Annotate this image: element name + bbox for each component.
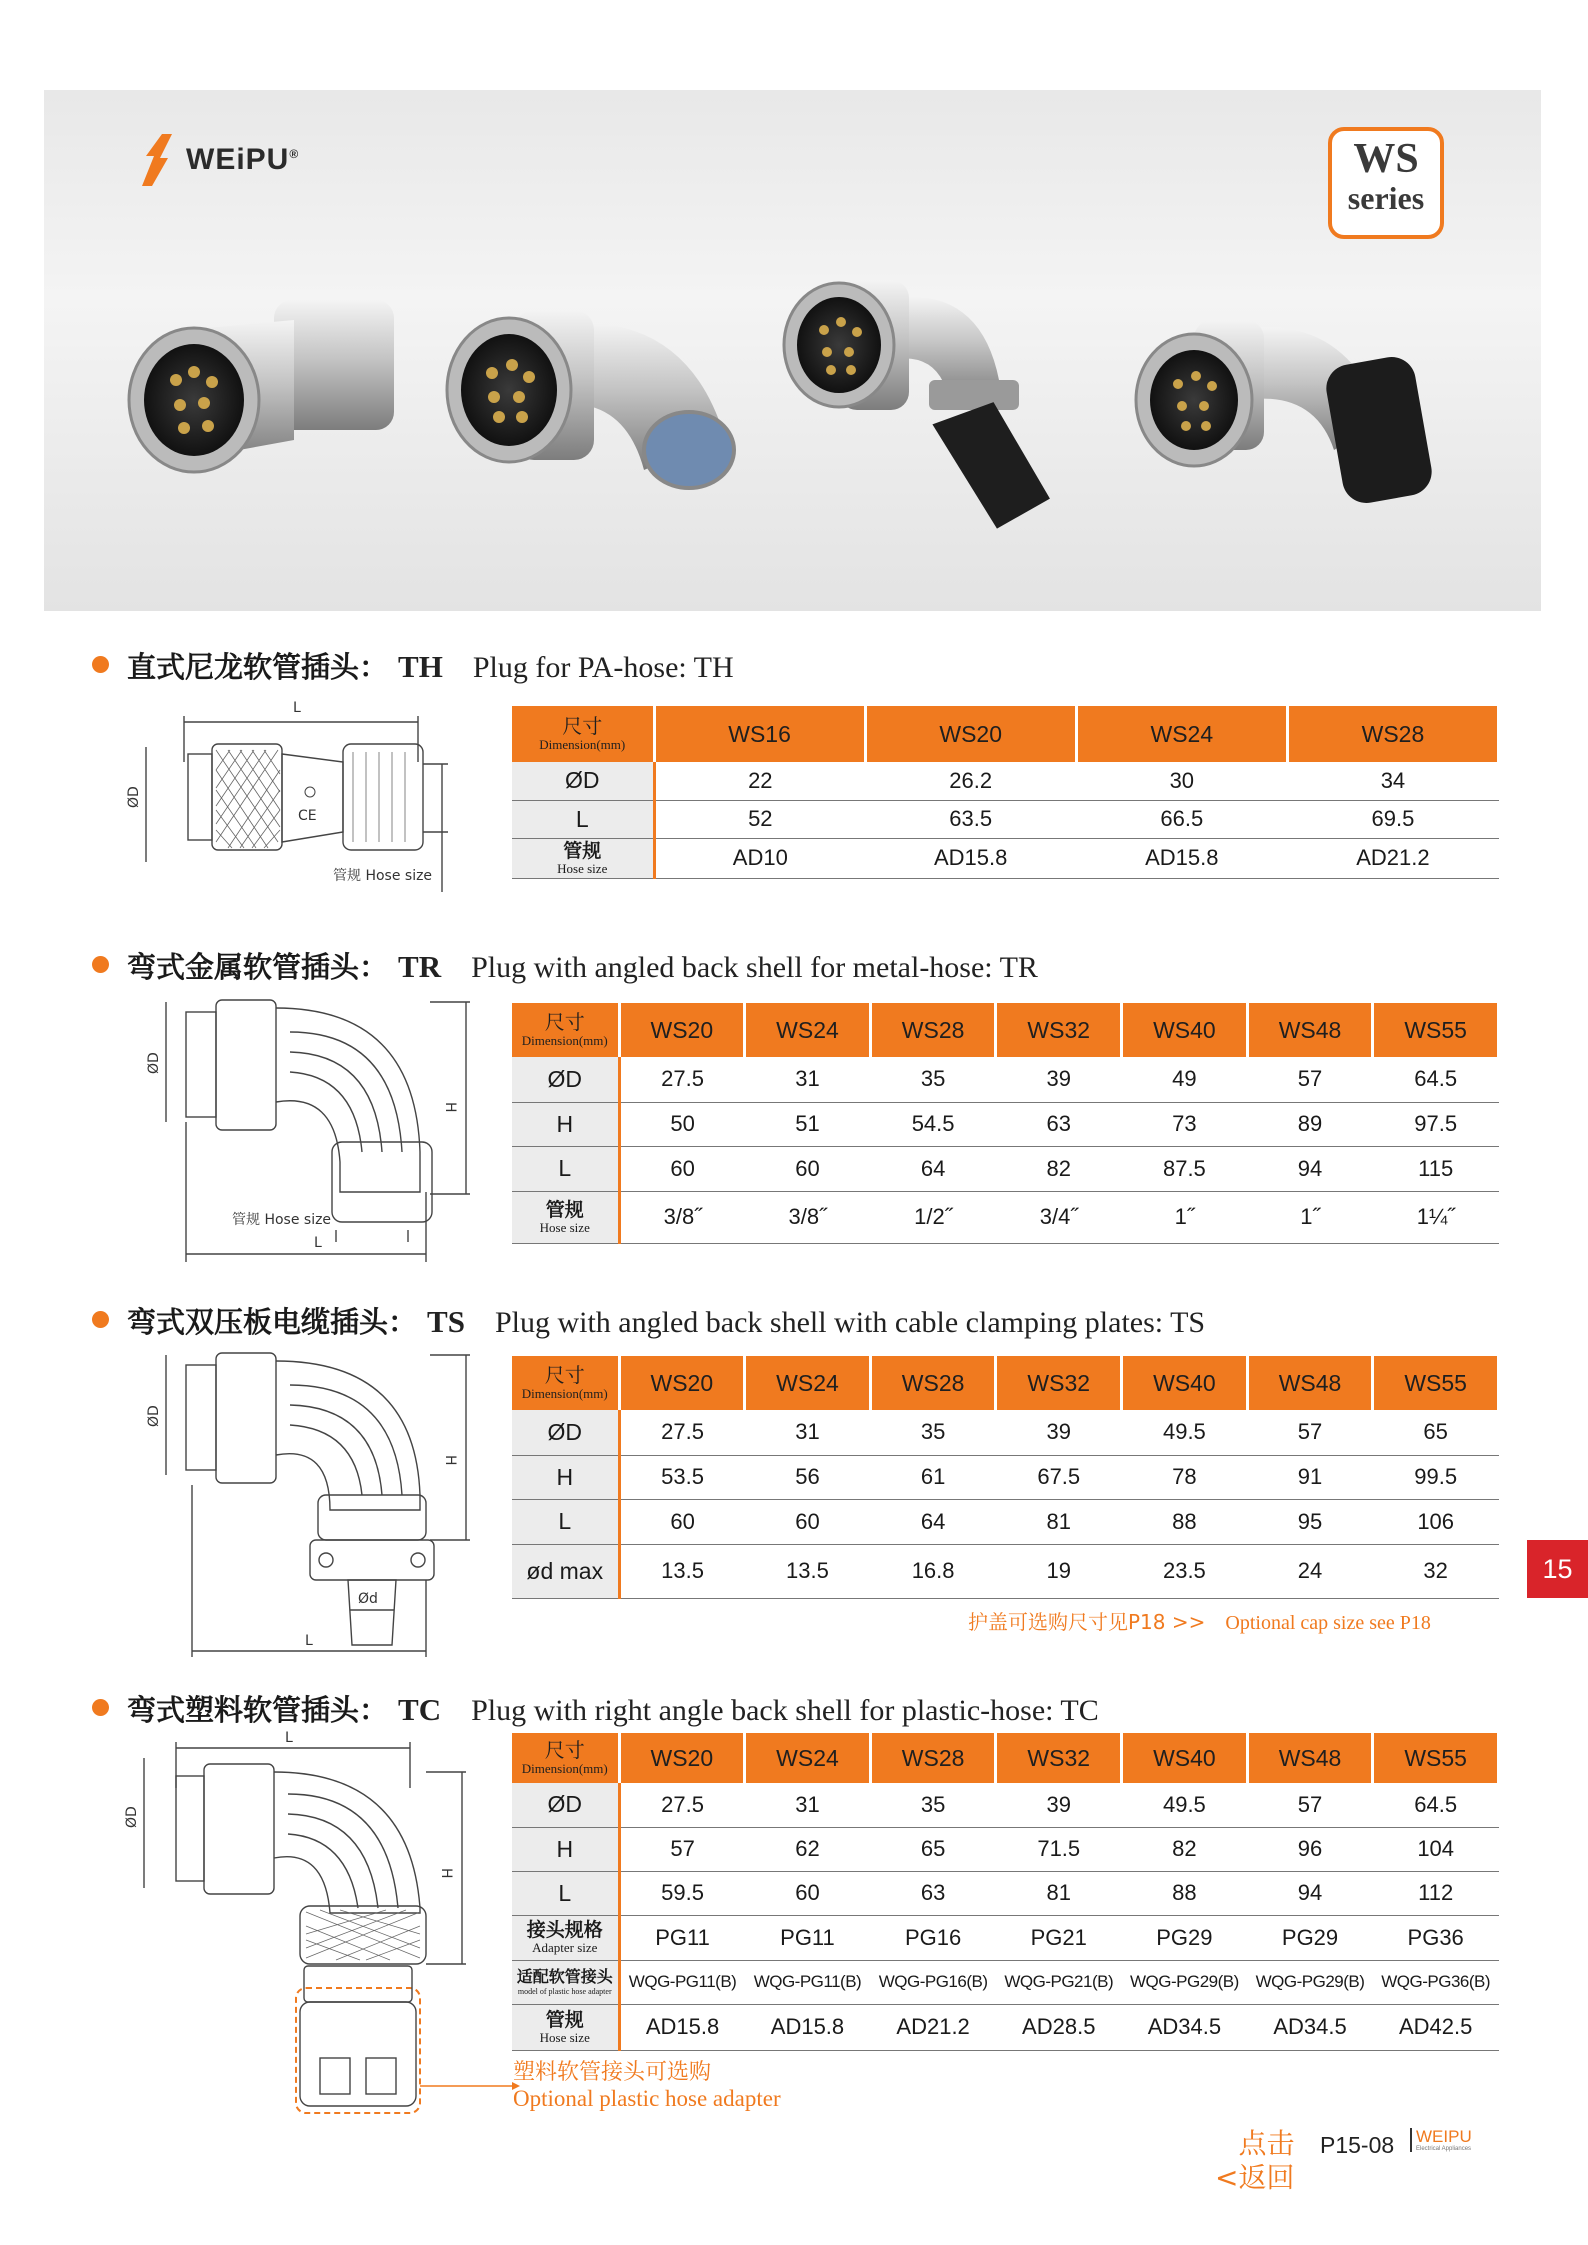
table-row: L 60 60 64 81 88 95 106 <box>512 1499 1499 1544</box>
dim-l: L <box>285 1730 293 1746</box>
col-header: WS16 <box>654 706 865 762</box>
drawing-ts <box>146 1345 480 1660</box>
table-tc <box>512 1733 1500 2051</box>
col-header: WS55 <box>1373 1356 1499 1410</box>
col-header: WS40 <box>1122 1003 1248 1057</box>
col-header: WS55 <box>1373 1733 1499 1783</box>
weipu-logo-icon <box>138 132 182 188</box>
table-tr <box>512 1003 1500 1244</box>
dim-h: H <box>438 1868 454 1879</box>
col-header: WS24 <box>1076 706 1287 762</box>
col-header: WS24 <box>745 1356 871 1410</box>
col-header: WS24 <box>745 1003 871 1057</box>
product-image-angled-plastic-plug <box>1124 300 1444 530</box>
series-badge <box>1328 127 1444 239</box>
section-title-tc: 弯式塑料软管插头： TC Plug with right angle back shell for plastic-hose: TC <box>92 1688 1099 1729</box>
table-row: L 59.5 60 63 81 88 94 112 <box>512 1871 1499 1915</box>
col-header: WS48 <box>1247 1003 1373 1057</box>
bullet-icon <box>92 956 109 973</box>
section-title-ts: 弯式双压板电缆插头： TS Plug with angled back shell with cable clamping plates: TS <box>92 1300 1205 1341</box>
table-row: 管规 Hose size AD15.8 AD15.8 AD21.2 AD28.5 AD34.5 AD34.5 AD42.5 <box>512 2004 1499 2050</box>
dim-h: H <box>442 1455 458 1466</box>
dim-od: ØD <box>146 1405 162 1427</box>
drawing-tc <box>120 1728 520 2118</box>
col-header: WS24 <box>745 1733 871 1783</box>
col-header: WS20 <box>619 1356 745 1410</box>
table-row: ØD 22 26.2 30 34 <box>512 762 1499 800</box>
bullet-icon <box>92 1699 109 1716</box>
section-title-tr: 弯式金属软管插头： TR Plug with angled back shell for metal-hose: TR <box>92 945 1038 986</box>
section-title-th: 直式尼龙软管插头： TH Plug for PA-hose: TH <box>92 645 734 686</box>
table-row: L 52 63.5 66.5 69.5 <box>512 800 1499 838</box>
dim-l: L <box>293 700 301 716</box>
back-link[interactable]: 点击 <返回 <box>1215 2127 1295 2194</box>
dim-d-small: Ød <box>358 1591 378 1607</box>
bullet-icon <box>92 1311 109 1328</box>
col-header: WS48 <box>1247 1733 1373 1783</box>
optional-adapter-note: 塑料软管接头可选购 Optional plastic hose adapter <box>513 2060 781 2111</box>
col-header: WS55 <box>1373 1003 1499 1057</box>
col-header: WS32 <box>996 1733 1122 1783</box>
col-header: WS32 <box>996 1003 1122 1057</box>
dim-h: H <box>442 1102 458 1113</box>
brand-logo <box>138 128 299 192</box>
product-image-straight-plug <box>124 290 444 510</box>
dim-l: L <box>305 1633 313 1649</box>
col-header: WS20 <box>619 1003 745 1057</box>
product-image-angled-metal-plug <box>434 285 754 505</box>
badge-line2: series <box>1347 180 1425 216</box>
header-dimension: 尺寸 Dimension(mm) <box>512 1733 619 1783</box>
table-row: 适配软管接头 model of plastic hose adapter WQG-PG11(B) WQG-PG11(B) WQG-PG16(B) WQG-PG21(B) WQG-PG29(B) WQG-PG29(B) WQG-PG36(B) <box>512 1960 1499 2004</box>
table-row: H 53.5 56 61 67.5 78 91 99.5 <box>512 1455 1499 1499</box>
col-header: WS28 <box>870 1003 996 1057</box>
col-header: WS28 <box>870 1356 996 1410</box>
col-header: WS40 <box>1122 1733 1248 1783</box>
col-header: WS48 <box>1247 1356 1373 1410</box>
bullet-icon <box>92 656 109 673</box>
badge-line1: WS <box>1353 136 1419 182</box>
drawing-tr <box>146 992 480 1262</box>
table-row: L 60 60 64 82 87.5 94 115 <box>512 1146 1499 1191</box>
header-dimension: 尺寸 Dimension(mm) <box>512 1356 619 1410</box>
dim-od: ØD <box>124 1806 140 1828</box>
col-header: WS20 <box>865 706 1076 762</box>
table-row: ød max 13.5 13.5 16.8 19 23.5 24 32 <box>512 1544 1499 1598</box>
table-row: H 57 62 65 71.5 82 96 104 <box>512 1827 1499 1871</box>
logo-text: WEiPU® <box>186 143 300 176</box>
page-tab: 15 <box>1527 1540 1588 1598</box>
col-header: WS28 <box>1287 706 1498 762</box>
dim-l: L <box>314 1235 322 1251</box>
dim-hose: 管规 Hose size <box>333 868 433 884</box>
header-dimension: 尺寸 Dimension(mm) <box>512 706 654 762</box>
table-row: ØD 27.5 31 35 39 49.5 57 64.5 <box>512 1783 1499 1827</box>
dim-od: ØD <box>146 1052 162 1074</box>
footer-brand: WEIPU Electrical Appliances <box>1410 2128 1472 2152</box>
table-row: 管规 Hose size 3/8˝ 3/8˝ 1/2˝ 3/4˝ 1˝ 1˝ 1¼˝ <box>512 1191 1499 1243</box>
ce-mark: CE <box>298 808 317 824</box>
table-row: ØD 27.5 31 35 39 49 57 64.5 <box>512 1057 1499 1102</box>
dim-hose: 管规 Hose size <box>232 1212 332 1228</box>
drawing-th <box>128 692 458 892</box>
table-ts <box>512 1356 1500 1599</box>
table-row: H 50 51 54.5 63 73 89 97.5 <box>512 1102 1499 1146</box>
col-header: WS40 <box>1122 1356 1248 1410</box>
table-row: 接头规格 Adapter size PG11 PG11 PG16 PG21 PG29 PG29 PG36 <box>512 1915 1499 1960</box>
page-number: P15-08 <box>1320 2132 1395 2158</box>
table-row: 管规 Hose size AD10 AD15.8 AD15.8 AD21.2 <box>512 838 1499 878</box>
product-image-angled-clamp-plug <box>779 270 1099 510</box>
col-header: WS28 <box>870 1733 996 1783</box>
col-header: WS20 <box>619 1733 745 1783</box>
header-dimension: 尺寸 Dimension(mm) <box>512 1003 619 1057</box>
table-row: ØD 27.5 31 35 39 49.5 57 65 <box>512 1410 1499 1455</box>
dim-od: ØD <box>126 786 142 808</box>
table-th <box>512 706 1500 879</box>
col-header: WS32 <box>996 1356 1122 1410</box>
optional-cap-note[interactable]: 护盖可选购尺寸见P18 >> Optional cap size see P18 <box>968 1610 1431 1634</box>
